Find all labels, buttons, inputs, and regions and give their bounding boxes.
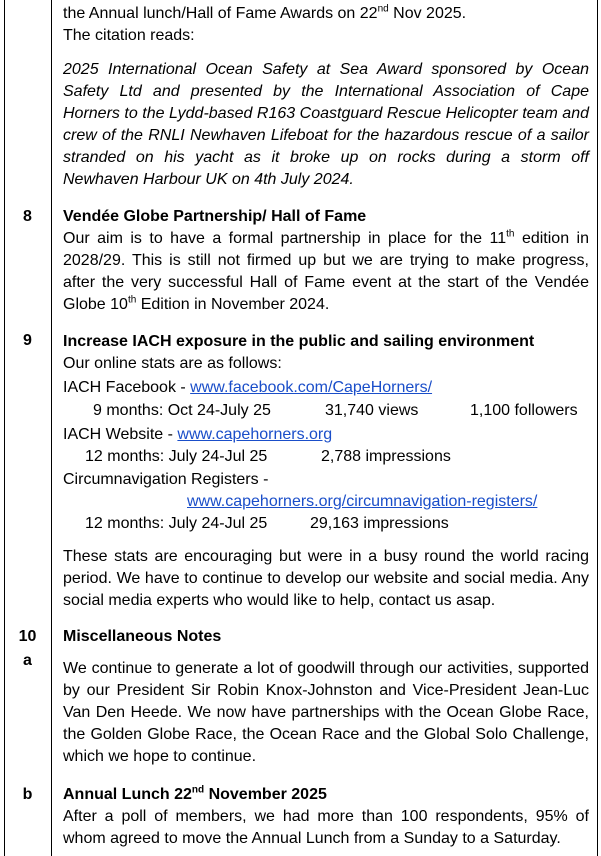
website-impressions: 2,788 impressions <box>321 448 451 465</box>
item-8-heading: Vendée Globe Partnership/ Hall of Fame <box>63 208 367 225</box>
column-divider <box>51 0 52 856</box>
citation-text: 2025 International Ocean Safety at Sea Award sponsored by Ocean Safety Ltd and presented by the International Association of Cape Horners to the Lydd-based R163 Coastguard Rescue Helicopter team and crew of the RNLI Newhaven Lifeboat for the hazardous rescue of a sailor stranded on his yacht as it broke up on rocks during a storm off Newhaven Harbour UK on 4th July 2024. <box>63 61 589 188</box>
registers-impressions: 29,163 impressions <box>310 515 449 532</box>
facebook-followers: 1,100 followers <box>470 402 578 419</box>
sub-item-b: b <box>22 786 33 803</box>
registers-link[interactable]: www.capehorners.org/circumnavigation-registers/ <box>187 493 538 510</box>
facebook-link[interactable]: www.facebook.com/CapeHorners/ <box>190 379 433 396</box>
item-10b-text: After a poll of members, we had more than 100 respondents, 95% of whom agreed to move the Annual Lunch from a Sunday to a Saturday. <box>63 808 589 847</box>
item-number-9: 9 <box>23 332 32 349</box>
facebook-row: IACH Facebook - www.facebook.com/CapeHorners/ <box>63 379 433 396</box>
website-link[interactable]: www.capehorners.org <box>177 426 333 443</box>
item-9-heading: Increase IACH exposure in the public and sailing environment <box>63 333 535 350</box>
item-number-10: 10 <box>18 628 37 645</box>
item-8-text: Our aim is to have a formal partnership in place for the 11th edition in 2028/29. This is still not firmed up but we are trying to make progress, after the very successful Hall of Fame event at the start of the Vendée Globe 10th Edition in November 2024. <box>63 228 589 313</box>
item-10b-heading: Annual Lunch 22nd November 2025 <box>63 784 327 803</box>
citation-intro: The citation reads: <box>63 27 195 44</box>
stats-intro: Our online stats are as follows: <box>63 355 282 372</box>
website-row: IACH Website - www.capehorners.org <box>63 426 333 443</box>
registers-label: Circumnavigation Registers - <box>63 471 269 488</box>
award-intro: the Annual lunch/Hall of Fame Awards on 22nd Nov 2025. <box>63 3 467 22</box>
stats-closing: These stats are encouraging but were in a busy round the world racing period. We have to continue to develop our website and social media. Any social media experts who would like to help, contact us asap. <box>63 548 589 609</box>
sub-item-a: a <box>23 652 32 669</box>
item-10a-text: We continue to generate a lot of goodwill through our activities, supported by our President Sir Robin Knox-Johnston and Vice-President Jean-Luc Van Den Heede. We now have partnerships with the Ocean Globe Race, the Golden Globe Race, the Ocean Race and the Global Solo Challenge, which we hope to continue. <box>63 660 589 765</box>
facebook-period: 9 months: Oct 24-July 25 <box>93 402 271 419</box>
facebook-views: 31,740 views <box>325 402 419 419</box>
website-period: 12 months: July 24-Jul 25 <box>85 448 268 465</box>
item-number-8: 8 <box>23 208 32 225</box>
item-10-heading: Miscellaneous Notes <box>63 628 222 645</box>
registers-period: 12 months: July 24-Jul 25 <box>85 515 268 532</box>
